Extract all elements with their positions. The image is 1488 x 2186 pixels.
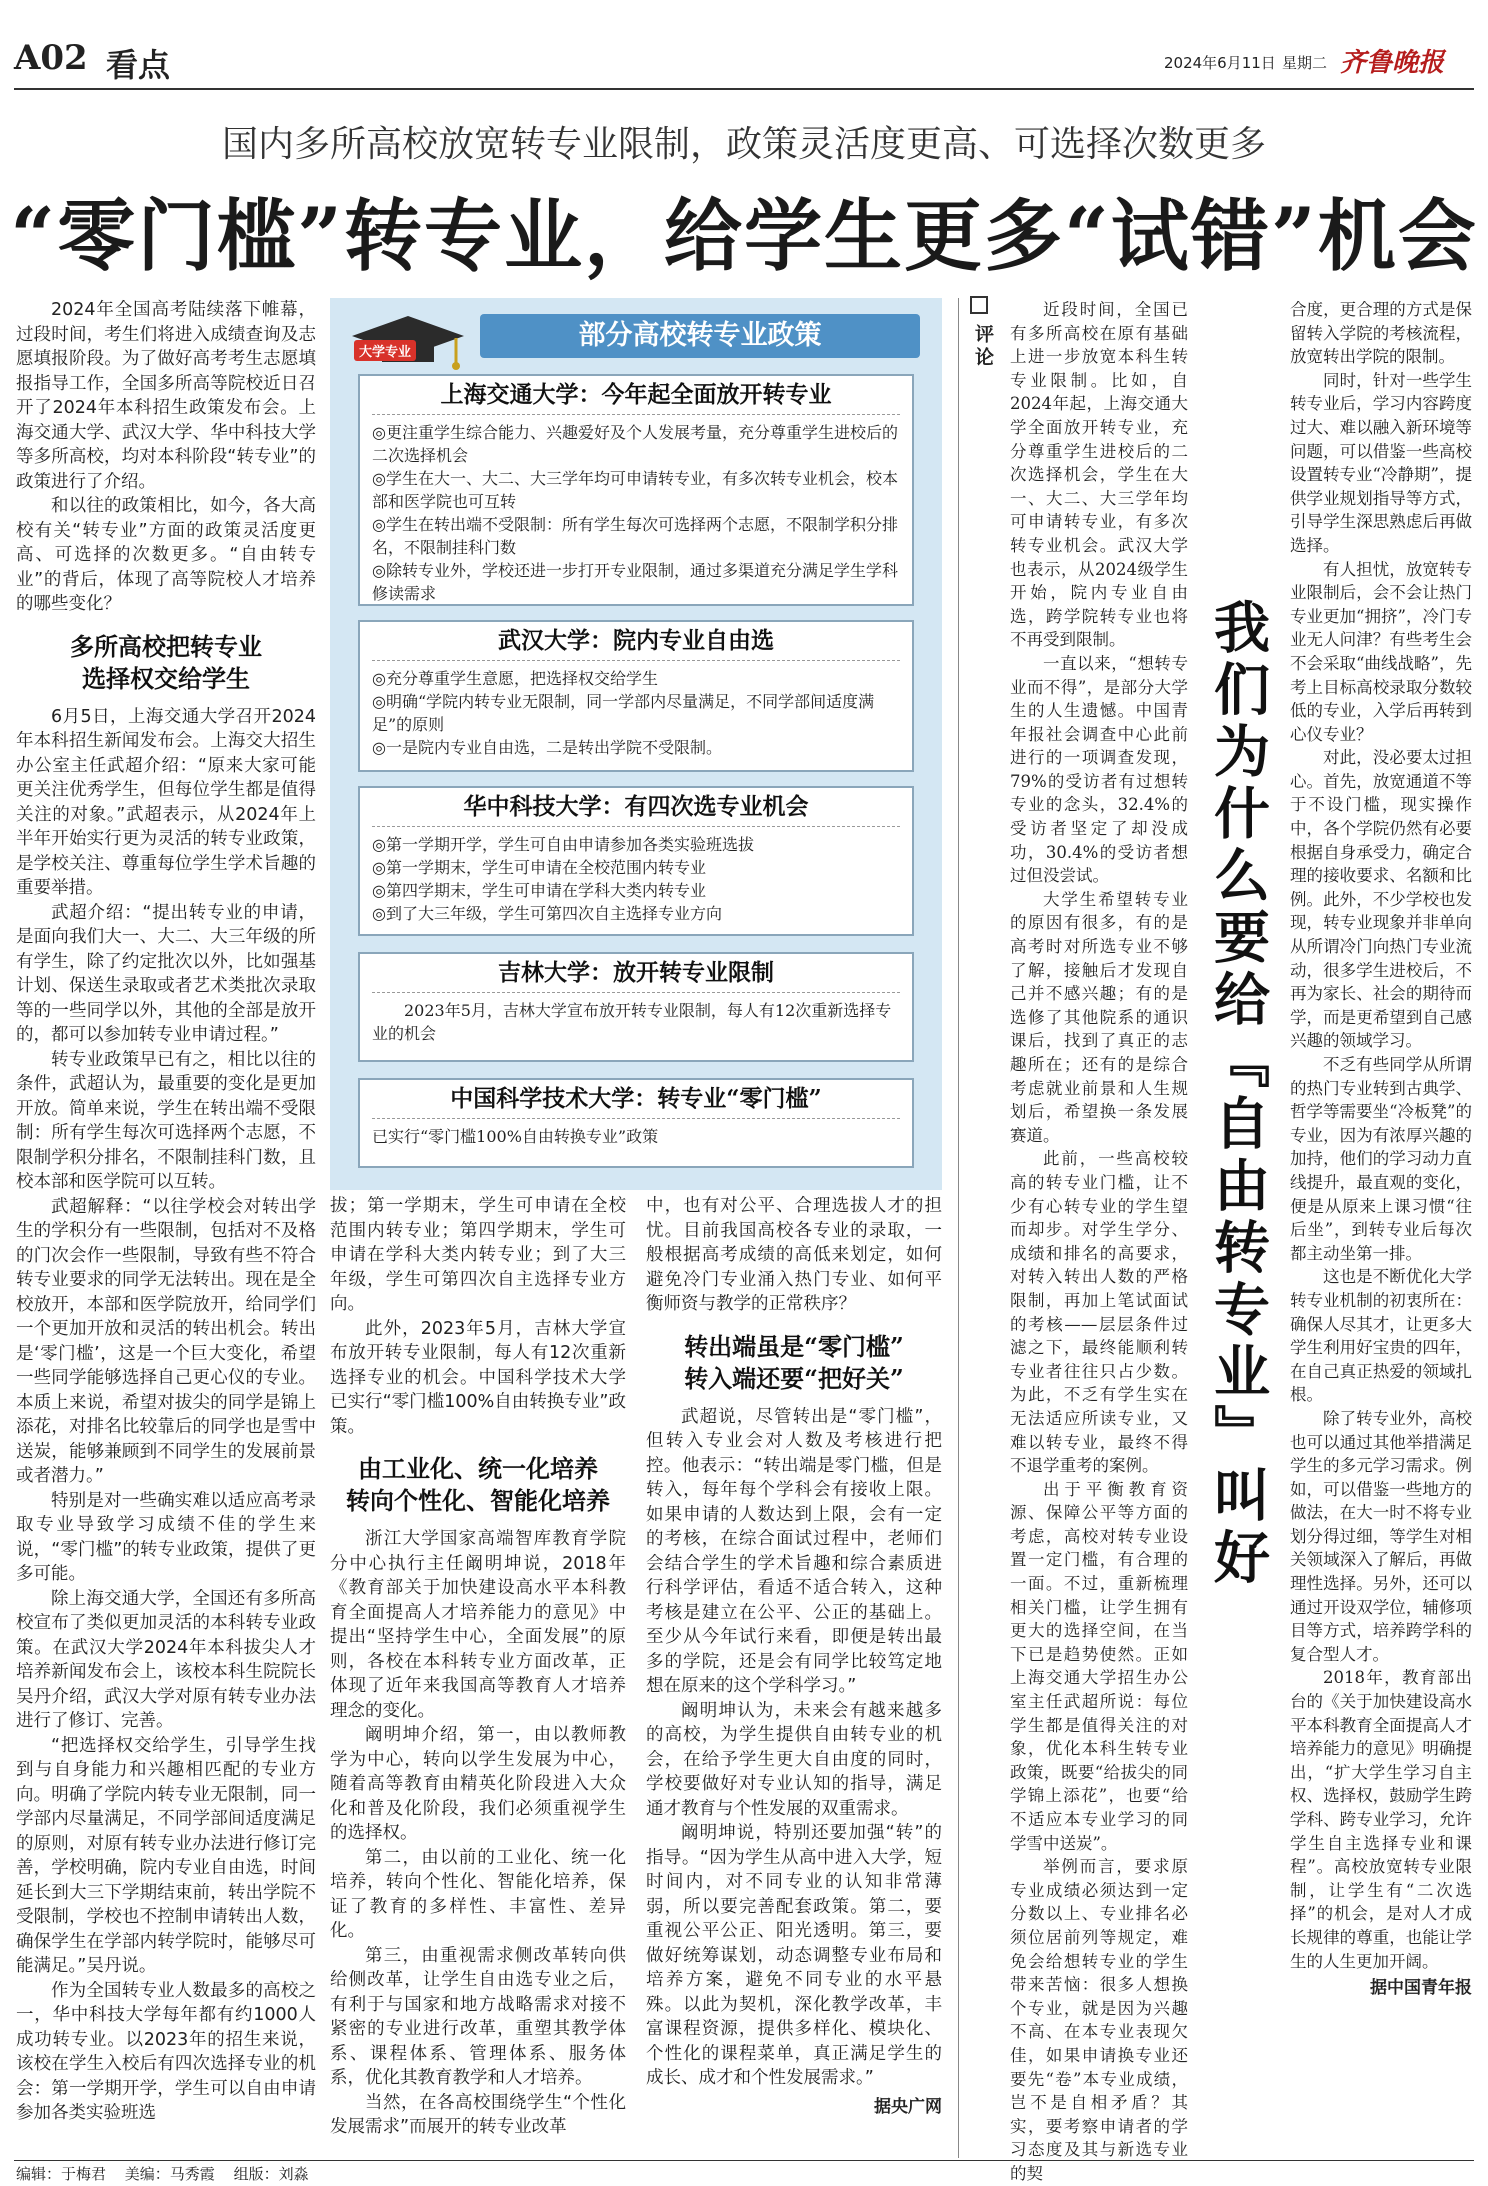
footer-rule: [14, 2160, 1474, 2161]
policy-item: ◎到了大三年级，学生可第四次自主选择专业方向: [372, 904, 722, 923]
policy-item: 2023年5月，吉林大学宣布放开转专业限制，每人有12次重新选择专业的机会: [372, 1001, 892, 1043]
paragraph: 有人担忧，放宽转专业限制后，会不会让热门专业更加“拥挤”，冷门专业无人问津？有些考生会不会采取“曲线战略”，先考上目标高校录取分数较低的专业，入学后再转到心仪专业？: [1290, 559, 1472, 744]
headline-kicker: 国内多所高校放宽转专业限制，政策灵活度更高、可选择次数更多: [221, 124, 1266, 165]
paragraph: 第三，由重视需求侧改革转向供给侧改革，让学生自由选专业之后，有利于与国家和地方战略需求对接不紧密的专业进行改革，重塑其教学体系、课程体系、管理体系、服务体系，优化其教育教学和人才培养。: [330, 1945, 626, 2088]
commentary-source: 据中国青年报: [1370, 1978, 1472, 1999]
policy-item: ◎更注重学生综合能力、兴趣爱好及个人发展考量，充分尊重学生进校后的二次选择机会: [372, 423, 898, 465]
commentary-column-b: [1290, 298, 1472, 2001]
masthead: [14, 38, 1474, 86]
policy-card-jlu: [358, 952, 914, 1062]
policy-item: ◎第一学期开学，学生可自由申请参加各类实验班选拔: [372, 835, 754, 854]
article-body-3a: [646, 1194, 942, 1317]
commentary-column-a: [1010, 298, 1188, 2186]
paragraph: 当然，在各高校围绕学生“个性化发展需求”而展开的转专业改革: [330, 2092, 626, 2137]
column-2: [330, 1194, 626, 2140]
graduation-cap-icon: [348, 312, 468, 376]
art-editor-credit: 美编：马秀霞: [124, 2165, 215, 2183]
paragraph: 除上海交通大学，全国还有多所高校宣布了类似更加灵活的本科转专业政策。在武汉大学2024年本科拔尖人才培养新闻发布会上，该校本科生院院长吴丹介绍，武汉大学对原有转专业办法进行了修订、完善。: [16, 1588, 316, 1731]
paragraph: 阚明坤认为，未来会有越来越多的高校，为学生提供自由转专业的机会，在给予学生更大自由度的同时，学校要做好对专业认知的指导，满足通才教育与个性发展的双重需求。: [646, 1700, 942, 1819]
page-number: A02: [14, 38, 88, 78]
policy-card-title: 中国科学技术大学：转专业“零门槛”: [372, 1080, 900, 1119]
paragraph: 这也是不断优化大学转专业机制的初衷所在：确保人尽其才，让更多大学生利用好宝贵的四年，在自己真正热爱的领域扎根。: [1290, 1267, 1472, 1405]
paragraph: 不乏有些同学从所谓的热门专业转到古典学、哲学等需要坐“冷板凳”的专业，因为有浓厚兴趣的加持，他们的学习动力直线提升，最直观的变化，便是从原来上课习惯“往后坐”，到转专业后每次都主动坐第一排。: [1290, 1055, 1472, 1263]
policy-item: ◎充分尊重学生意愿，把选择权交给学生: [372, 669, 658, 688]
policy-card-sjtu: [358, 374, 914, 606]
policy-item: ◎明确“学院内转专业无限制，同一学部内尽量满足，不同学部间适度满足”的原则: [372, 692, 875, 734]
paragraph: 武超解释：“以往学校会对转出学生的学积分有一些限制，包括对不及格的门次会作一些限制，导致有些不符合转专业要求的同学无法转出。现在是全校放开，本部和医学院放开，给同学们一个更加开放和灵活的转出机会。转出是‘零门槛’，这是一个巨大变化，希望一些同学能够选择自己更心仪的专业。本质上来说，希望对拔尖的同学是锦上添花，对排名比较靠后的同学也是雪中送炭，能够兼顾到不同学生的发展前景或者潜力。”: [16, 1196, 316, 1486]
footer-credits: [16, 2163, 309, 2184]
paragraph: 举例而言，要求原专业成绩必须达到一定分数以上、专业排名必须位居前列等规定，难免会给想转专业的学生带来苦恼：很多人想换个专业，就是因为兴趣不高、在本专业表现欠佳，如果申请换专业还要先“卷”本专业成绩，岂不是自相矛盾？其实，要考察申请者的学习态度及其与新选专业的契: [1010, 1857, 1188, 2183]
policy-item: ◎第四学期末，学生可申请在学科大类内转专业: [372, 881, 706, 900]
paragraph: 转专业政策早已有之，相比以往的条件，武超认为，最重要的变化是更加开放。简单来说，学生在转出端不受限制：所有学生每次可选择两个志愿，不限制学积分排名，不限制挂科门数，且校本部和医学院可以互转。: [16, 1049, 316, 1192]
policy-infographic: [330, 298, 942, 1190]
paragraph: 除了转专业外，高校也可以通过其他举措满足学生的多元学习需求。例如，可以借鉴一些地方的做法，在大一时不将专业划分得过细，等学生对相关领域深入了解后，再做理性选择。另外，还可以通过开设双学位，辅修项目等方式，培养跨学科的复合型人才。: [1290, 1408, 1472, 1664]
paragraph: 拔；第一学期末，学生可申请在全校范围内转专业；第四学期末，学生可申请在学科大类内转专业；到了大三年级，学生可第四次自主选择专业方向。: [330, 1196, 626, 1314]
subheading-2: 由工业化、统一化培养 转向个性化、智能化培养: [346, 1454, 610, 1515]
editor-credit: 编辑：于梅君: [16, 2165, 107, 2183]
paragraph: 第二，由以前的工业化、统一化培养，转向个性化、智能化培养，保证了教育的多样性、丰富性、差异化。: [330, 1847, 626, 1941]
policy-item: ◎第一学期末，学生可申请在全校范围内转专业: [372, 858, 706, 877]
article-intro: [16, 298, 316, 617]
paragraph: 阚明坤介绍，第一，由以教师教学为中心，转向以学生发展为中心，随着高等教育由精英化阶段进入大众化和普及化阶段，我们必须重视学生的选择权。: [330, 1725, 626, 1843]
policy-card-ustc: [358, 1078, 914, 1168]
column-1: [16, 298, 316, 2126]
paragraph: 此前，一些高校较高的转专业门槛，让不少有心转专业的学生望而却步。对学生学分、成绩和排名的高要求，对转入转出人数的严格限制，再加上笔试面试的考核——层层条件过滤之下，最终能顺利转专业者往往只占少数。为此，不乏有学生实在无法适应所读专业，又难以转专业，最终不得不退学重考的案例。: [1010, 1149, 1188, 1476]
source-credit: 据央广网: [874, 2096, 942, 2117]
article-body-2b: [330, 1527, 626, 2140]
article-body-3b: [646, 1405, 942, 2091]
commentary-tag: [970, 296, 996, 370]
box-icon: [970, 296, 988, 314]
policy-item: ◎一是院内专业自由选，二是转出学院不受限制。: [372, 738, 722, 757]
paragraph: 出于平衡教育资源、保障公平等方面的考虑，高校对转专业设置一定门槛，有合理的一面。不过，重新梳理相关门槛，让学生拥有更大的选择空间，在当下已是趋势使然。正如上海交通大学招生办公室主任武超所说：每位学生都是值得关注的对象，优化本科生转专业政策，既要“给拔尖的同学锦上添花”，也要“给不适应本专业学习的同学雪中送炭”。: [1010, 1479, 1188, 1853]
section-name: 看点: [106, 46, 171, 84]
policy-item: 已实行“零门槛100%自由转换专业”政策: [372, 1127, 659, 1146]
masthead-rule: [14, 88, 1474, 90]
subheading-3: 转出端虽是“零门槛” 转入端还要“把好关”: [684, 1331, 904, 1393]
layout-credit: 组版：刘淼: [233, 2165, 309, 2183]
policy-card-title: 吉林大学：放开转专业限制: [372, 954, 900, 993]
article-body-2a: [330, 1194, 626, 1439]
commentary-divider: [958, 298, 959, 2158]
policy-card-title: 武汉大学：院内专业自由选: [372, 622, 900, 661]
paragraph: 2018年，教育部出台的《关于加快建设高水平本科教育全面提高人才培养能力的意见》明确提出，“扩大学生学习自主权、选择权，鼓励学生跨学科、跨专业学习，允许学生自主选择专业和课程”。高校放宽转专业限制，让学生有“二次选择”的机会，是对人才成长规律的尊重，也能让学生的人生更加开阔。: [1290, 1668, 1472, 1971]
paragraph: 合度，更合理的方式是保留转入学院的考核流程，放宽转出学院的限制。: [1290, 300, 1472, 367]
paragraph: 和以往的政策相比，如今，各大高校有关“转专业”方面的政策灵活度更高、可选择的次数更多。“自由转专业”的背后，体现了高等院校人才培养的哪些变化？: [16, 496, 316, 614]
paragraph: 近段时间，全国已有多所高校在原有基础上进一步放宽本科生转专业限制。比如，自2024年起，上海交通大学全面放开转专业，充分尊重学生进校后的二次选择机会，学生在大一、大二、大三学年均可申请转专业，有多次转专业机会。武汉大学也表示，从2024级学生开始，院内专业自由选，跨学院转专业也将不再受到限制。: [1010, 300, 1188, 650]
paragraph: 特别是对一些确实难以适应高考录取专业导致学习成绩不佳的学生来说，“零门槛”的转专业政策，提供了更多可能。: [16, 1490, 316, 1584]
subheading-1: 多所高校把转专业 选择权交给学生: [70, 631, 262, 693]
paragraph: 对此，没必要太过担心。首先，放宽通道不等于不设门槛，现实操作中，各个学院仍然有必要根据自身承受力，确定合理的接收要求、名额和比例。此外，不少学校也发现，转专业现象并非单向从所谓冷门向热门专业流动，很多学生进校后，不再为家长、社会的期待而学，而是更希望到自己感兴趣的领域学习。: [1290, 748, 1472, 1051]
policy-card-hust: [358, 786, 914, 936]
policy-card-title: 上海交通大学：今年起全面放开转专业: [372, 376, 900, 415]
main-headline: “零门槛”转专业，给学生更多“试错”机会: [10, 191, 1478, 282]
issue-weekday: 星期二: [1282, 54, 1328, 72]
paragraph: 大学生希望转专业的原因有很多，有的是高考时对所选专业不够了解，接触后才发现自己并不感兴趣；有的是选修了其他院系的通识课后，找到了真正的志趣所在；还有的是综合考虑就业前景和人生规划后，希望换一条发展赛道。: [1010, 889, 1188, 1145]
policy-item: ◎学生在大一、大二、大三学年均可申请转专业，有多次转专业机会，校本部和医学院也可互转: [372, 469, 898, 511]
paragraph: 武超介绍：“提出转专业的申请，是面向我们大一、大二、大三年级的所有学生，除了约定批次以外，比如强基计划、保送生录取或者艺术类批次录取等的一些同学以外，其他的全部是放开的，都可以参加转专业申请过程。”: [16, 902, 316, 1045]
paragraph: 作为全国转专业人数最多的高校之一，华中科技大学每年都有约1000人成功转专业。以2023年的招生来说，该校在学生入校后有四次选择专业的机会：第一学期开学，学生可以自由申请参加各类实验班选: [16, 1980, 316, 2123]
paragraph: 一直以来，“想转专业而不得”，是部分大学生的人生遗憾。中国青年报社会调查中心此前进行的一项调查发现，79%的受访者有过想转专业的念头，32.4%的受访者坚定了却没成功，30.4%的受访者想过但没尝试。: [1010, 653, 1188, 886]
box-title: 部分高校转专业政策: [578, 320, 822, 351]
paragraph: 2024年全国高考陆续落下帷幕，过段时间，考生们将进入成绩查询及志愿填报阶段。为了做好高考考生志愿填报指导工作，全国多所高等院校近日召开了2024年本科招生政策发布会。上海交通大学、武汉大学、华中科技大学等多所高校，均对本科阶段“转专业”的政策进行了介绍。: [16, 300, 316, 492]
paragraph: 阚明坤说，特别还要加强“转”的指导。“因为学生从高中进入大学，短时间内，对不同专业的认知非常薄弱，所以要完善配套政策。第二，要重视公平公正、阳光透明。第三，要做好统筹谋划，动态调整专业布局和培养方案，避免不同专业的水平悬殊。以此为契机，深化教学改革，丰富课程资源，提供多样化、模块化、个性化的课程菜单，真正满足学生的成长、成才和个性发展需求。”: [646, 1823, 942, 2088]
article-body-1: [16, 705, 316, 2126]
paragraph: 中，也有对公平、合理选拔人才的担忧。目前我国高校各专业的录取，一般根据高考成绩的高低来划定，如何避免冷门专业涌入热门专业、如何平衡师资与教学的正常秩序？: [646, 1196, 942, 1314]
policy-item: ◎学生在转出端不受限制：所有学生每次可选择两个志愿，不限制学积分排名，不限制挂科门数: [372, 515, 898, 557]
paragraph: 浙江大学国家高端智库教育学院分中心执行主任阚明坤说，2018年《教育部关于加快建设高水平本科教育全面提高人才培养能力的意见》中提出“坚持学生中心，全面发展”的原则，各校在本科转专业方面改革，正体现了近年来我国高等教育人才培养理念的变化。: [330, 1529, 626, 1721]
paragraph: 此外，2023年5月，吉林大学宣布放开转专业限制，每人有12次重新选择专业的机会。中国科学技术大学已实行“零门槛100%自由转换专业”政策。: [330, 1318, 626, 1437]
commentary-label: 评论: [972, 324, 994, 370]
issue-date: 2024年6月11日: [1164, 54, 1276, 72]
paragraph: 武超说，尽管转出是“零门槛”，但转入专业会对人数及考核进行把控。他表示：“转出端是零门槛，但是转入，每年每个学科会有接收上限。如果申请的人数达到上限，会有一定的考核，在综合面试过程中，老师们会结合学生的学术旨趣和综合素质进行科学评估，看适不适合转入，这种考核是建立在公平、公正的基础上。至少从今年试行来看，即便是转出最多的学院，还是会有同学比较笃定地想在原来的这个学科学习。”: [646, 1406, 942, 1696]
policy-item: ◎除转专业外，学校还进一步打开专业限制，通过多渠道充分满足学生学科修读需求: [372, 561, 898, 603]
commentary-headline: 我们为什么要给『自由转专业』叫好: [1205, 598, 1271, 1590]
box-tag: 大学专业: [354, 340, 416, 361]
paragraph: 同时，针对一些学生转专业后，学习内容跨度过大、难以融入新环境等问题，可以借鉴一些高校设置转专业“冷静期”，提供学业规划指导等方式，引导学生深思熟虑后再做选择。: [1290, 370, 1472, 555]
paper-logo: 齐鲁晚报: [1340, 48, 1445, 78]
policy-card-title: 华中科技大学：有四次选专业机会: [372, 788, 900, 827]
column-3: [646, 1194, 942, 2119]
policy-card-whu: [358, 620, 914, 772]
paragraph: “把选择权交给学生，引导学生找到与自身能力和兴趣相匹配的专业方向。明确了学院内转专业无限制，同一学部内尽量满足，不同学部间适度满足的原则，对原有转专业办法进行修订完善，学校明确，院内专业自由选，时间延长到大三下学期结束前，转出学院不受限制，学校也不控制申请转出人数，确保学生在学部内转学院时，能够尽可能满足。”吴丹说。: [16, 1735, 316, 1976]
box-title-banner: [480, 314, 920, 358]
paragraph: 6月5日，上海交通大学召开2024年本科招生新闻发布会。上海交大招生办公室主任武超介绍：“原来大家可能更关注优秀学生，但每位学生都是值得关注的对象。”武超表示，从2024年上半年开始实行更为灵活的转专业政策，是学校关注、尊重每位学生学术旨趣的重要举措。: [16, 706, 316, 898]
